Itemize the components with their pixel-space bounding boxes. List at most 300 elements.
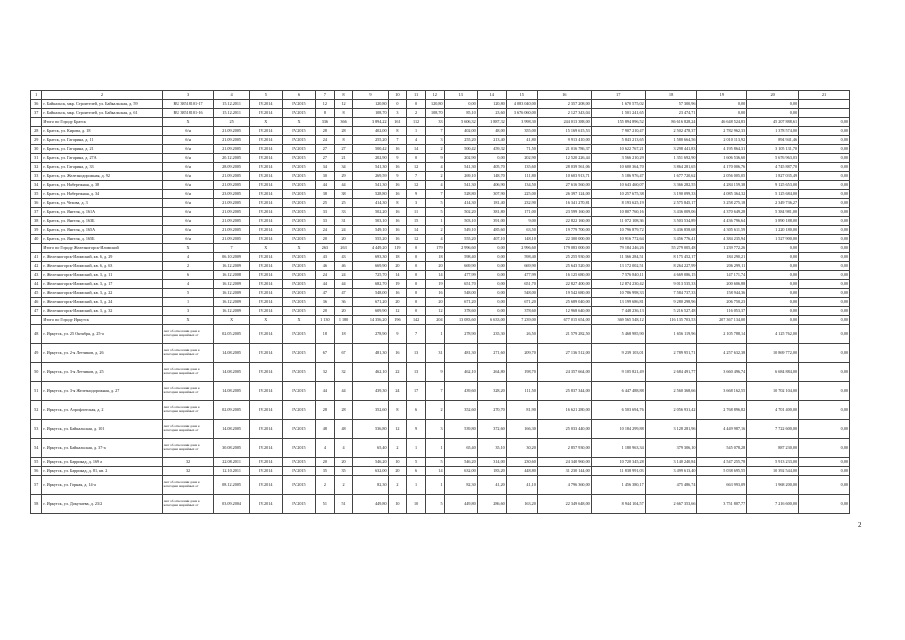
table-cell: 183,20 [477,467,506,476]
table-cell: 7 [425,190,444,199]
table-cell: 81,90 [506,401,537,420]
table-cell: IV.2014 [249,325,282,344]
table-cell: 1 378 574,00 [747,127,799,136]
table-cell: 16.12.2009 [214,262,249,271]
table-cell: 3 566 210,29 [591,154,645,163]
table-cell: 45 207 888,61 [747,118,799,127]
table-cell: IV.2014 [249,181,282,190]
table-cell: IV.2014 [249,109,282,118]
table-cell: 0,00 [799,458,850,467]
table-cell: IV.2014 [249,280,282,289]
table-cell: 14 356,20 [353,316,388,325]
table-cell: 0 [407,262,426,271]
table-cell: 20 [316,458,335,467]
table-cell: 7 239,00 [506,316,537,325]
table-cell: 5 186 976,47 [591,172,645,181]
table-cell: 5 676 963,03 [747,154,799,163]
subtotal-row [31,118,850,127]
table-cell: 21.09.2005 [214,145,249,154]
table-row [31,235,850,244]
table-cell: 271,60 [477,344,506,363]
table-cell: IV.2014 [249,307,282,316]
table-cell: IV.2014 [249,127,282,136]
table-cell: 12 [388,307,407,316]
table-cell: 0,00 [799,382,850,401]
table-cell: 0,00 [799,307,850,316]
table-cell: 20 [334,458,353,467]
table-cell: 3 258 275,18 [697,199,747,208]
table-cell: б/н [162,226,214,235]
column-number-cell: 20 [747,91,799,100]
table-cell: 134,50 [506,181,537,190]
table-cell: 3 660 496,74 [697,363,747,382]
table-cell: 7 448 236,13 [591,307,645,316]
table-cell: 477,99 [444,271,477,280]
table-cell: 439,30 [353,382,388,401]
table-cell: 30,20 [506,439,537,458]
table-cell: 9 013 535,33 [645,280,697,289]
table-cell: X [214,316,249,325]
table-cell: 5 038 695,55 [697,467,747,476]
table-cell: IV.2015 [282,439,315,458]
table-cell: 12 [407,181,426,190]
table-cell: 391,00 [477,217,506,226]
table-cell: Акт об отнесении дома к категории аварийных от [162,420,214,439]
table-cell: 44 [334,382,353,401]
table-cell: 6 447 488,88 [591,382,645,401]
table-cell: г. Иркутск, ул. Байкальская, д. 101 [42,420,162,439]
table-cell: 1 [162,298,214,307]
table-cell: 179 [425,244,444,253]
table-cell: 112 [407,118,426,127]
table-cell: 255,20 [444,136,477,145]
table-cell: 12.10.2011 [214,467,249,476]
table-cell: 32 [31,163,42,172]
table-cell: 4 284 159,38 [697,181,747,190]
table-cell: 3 668 162,55 [697,382,747,401]
column-number-cell: 10 [388,91,407,100]
table-cell: IV.2014 [249,235,282,244]
table-cell: 27 136 512,00 [537,344,591,363]
table-cell: г. Иркутск, ул. 3-я Железнодорожная, д. 27 [42,382,162,401]
table-cell: 43 [31,271,42,280]
table-cell: 65,40 [444,439,477,458]
table-cell: 16 621 280,00 [537,401,591,420]
table-cell: 379 306,10 [645,439,697,458]
page-number: 2 [858,521,862,529]
table-cell: 671,20 [506,298,537,307]
table-cell: IV.2015 [282,154,315,163]
table-cell: 33 [316,217,335,226]
table-cell: 8 [388,199,407,208]
table-cell: IV.2015 [282,226,315,235]
table-cell: 8 193 625,19 [591,199,645,208]
column-number-cell: 14 [477,91,506,100]
table-cell: 352,60 [444,401,477,420]
column-number-cell: 19 [697,91,747,100]
table-cell: 0,00 [799,298,850,307]
table-cell: 16 [388,145,407,154]
column-number-cell: 1 [31,91,42,100]
table-cell: 51 [31,382,42,401]
table-row [31,190,850,199]
table-cell: 2 768 896,82 [697,401,747,420]
table-cell: 27 [316,145,335,154]
table-cell: 16 [425,289,444,298]
table-cell: IV.2015 [282,271,315,280]
table-cell: 0,00 [747,109,799,118]
table-cell: 2 684 491,77 [645,363,697,382]
table-cell: 2 857 930,00 [537,439,591,458]
table-cell: 41,20 [477,476,506,495]
table-cell: 669,90 [506,262,537,271]
table-cell: IV.2014 [249,458,282,467]
table-cell: 116 135 703,53 [645,316,697,325]
table-cell: 31 [334,217,353,226]
table-cell: 148,10 [506,235,537,244]
table-cell: 336 [316,118,335,127]
table-cell: 541,30 [353,181,388,190]
table-cell: 47 [316,289,335,298]
table-cell: 14 [388,271,407,280]
table-cell: 213,40 [477,136,506,145]
table-cell: 4 083 040,00 [506,100,537,109]
table-cell: 16.12.2009 [214,289,249,298]
table-cell: 44 [31,280,42,289]
table-cell: IV.2014 [249,226,282,235]
table-cell: 9,00 [506,217,537,226]
table-cell: 15.12.2011 [214,109,249,118]
table-cell: IV.2015 [282,458,315,467]
table-cell: 13 199 686,81 [591,298,645,307]
table-cell: 38 [316,190,335,199]
table-cell: 1 180 [334,316,353,325]
table-cell: 25 [334,199,353,208]
table-cell: IV.2015 [282,401,315,420]
table-cell: 894 941,46 [747,136,799,145]
table-cell: 1 670 575,02 [591,100,645,109]
table-cell: 9 105 821,49 [591,363,645,382]
table-cell: 111,80 [506,172,537,181]
table-cell: 142 [407,316,426,325]
table-cell: 38 [31,217,42,226]
table-cell: 32 [162,458,214,467]
table-cell: 57 [31,476,42,495]
table-cell: 35 [31,190,42,199]
table-cell: 7 [388,136,407,145]
table-cell: 20 [316,235,335,244]
table-cell: г. Братск, ул. Янгеля, д. 165А [42,226,162,235]
table-cell: 0,00 [477,271,506,280]
table-cell: 1 [407,476,426,495]
table-row [31,363,850,382]
table-cell: IV.2015 [282,298,315,307]
table-cell: 7 [407,172,426,181]
table-cell: 2 560 368,66 [645,382,697,401]
table-cell: 47 [31,307,42,316]
table-cell: 10 600 364,70 [591,163,645,172]
table-cell: 34 [31,181,42,190]
table-cell: 12 [388,420,407,439]
table-cell: 502,20 [353,208,388,217]
table-cell: 255,20 [353,136,388,145]
table-cell: 19 779 700,00 [537,226,591,235]
table-cell: IV.2014 [249,199,282,208]
table-cell: 462,10 [353,363,388,382]
table-cell: 5 [425,199,444,208]
table-cell: IV.2015 [282,253,315,262]
table-cell: 2 [388,439,407,458]
table-cell: 5 384 981,00 [747,208,799,217]
table-cell: 33 [31,172,42,181]
table-cell: IV.2015 [282,100,315,109]
table-cell: 31 [425,344,444,363]
table-cell: 3 190 099,33 [645,190,697,199]
table-cell: 9 [407,190,426,199]
table-cell: 21.09.2005 [214,199,249,208]
table-cell: 4 370 649,28 [697,208,747,217]
table-cell: 28 [316,401,335,420]
table-row [31,458,850,467]
table-cell: 1 [425,217,444,226]
table-cell: 14.08.2005 [214,363,249,382]
table-cell: 632,00 [353,467,388,476]
table-cell: 23,60 [477,109,506,118]
table-cell: IV.2014 [249,253,282,262]
table-cell: 207 367 134,00 [697,316,747,325]
table-cell: 13 [407,344,426,363]
table-cell: 3 436 009,06 [645,208,697,217]
table-cell: 13 172 002,51 [591,262,645,271]
table-cell: 669,90 [444,262,477,271]
table-cell: г. Иркутск, ул. Докучаева, д. 23/2 [42,495,162,514]
table-cell: 24 [316,226,335,235]
table-cell: 25 033 440,00 [537,420,591,439]
table-cell: 1 968 200,00 [747,476,799,495]
table-cell: 4 [316,439,335,458]
table-cell: 12 [407,163,426,172]
table-cell: 2 [162,262,214,271]
table-cell: 3 436 858,68 [645,226,697,235]
table-cell: 30.08.2005 [214,439,249,458]
table-cell: 651,70 [506,280,537,289]
table-cell: 6 503 694,76 [591,401,645,420]
table-cell: 2 056 005,05 [697,172,747,181]
table-row [31,289,850,298]
table-cell: 148,70 [477,172,506,181]
table-row [31,181,850,190]
table-cell: 500,42 [444,145,477,154]
table-cell: 0,00 [747,262,799,271]
table-cell: 14 [425,271,444,280]
table-cell: 4 436 796,64 [697,217,747,226]
table-cell: 503,10 [444,217,477,226]
column-number-cell: 5 [249,91,282,100]
table-cell: 9 [388,172,407,181]
table-cell: 51 [334,495,353,514]
table-cell: 0,00 [799,199,850,208]
table-cell: 27 [334,145,353,154]
table-cell: 4 384 235,94 [697,235,747,244]
table-cell: 372,60 [477,420,506,439]
table-cell: 270,70 [477,401,506,420]
table-cell: 9 [388,154,407,163]
table-cell: 0,00 [697,109,747,118]
table-cell: 352,60 [353,401,388,420]
table-cell: 17 [407,382,426,401]
table-cell: 120,80 [353,100,388,109]
table-cell: 2 357 208,00 [537,100,591,109]
table-cell: 3 503 534,89 [645,217,697,226]
table-cell: 0,00 [747,253,799,262]
table-cell: 24 340 960,00 [537,458,591,467]
table-cell: 52 [31,401,42,420]
table-cell: 10 [388,458,407,467]
table-cell: 2 996,60 [506,244,537,253]
table-cell: 67 [316,344,335,363]
table-cell: 7 216 600,00 [747,495,799,514]
table-cell: 26 397 124,00 [537,190,591,199]
table-cell: 0,00 [477,280,506,289]
table-cell: 179 083 000,00 [537,244,591,253]
table-cell: 28 [334,401,353,420]
table-cell: 14 [425,467,444,476]
table-cell: г. Железногорск-Илимский, кв. 3, д. 24 [42,298,162,307]
table-cell: 541,30 [353,163,388,172]
table-cell: 44 [316,181,335,190]
table-cell: 44 [316,382,335,401]
table-cell: 2 010 113,92 [697,136,747,145]
table-cell: IV.2015 [282,495,315,514]
table-cell: 545 078,28 [697,439,747,458]
table-cell: IV.2015 [282,363,315,382]
table-cell: 6 684 884,00 [747,363,799,382]
table-cell: IV.2015 [282,181,315,190]
table-cell: 4 669 086,15 [645,271,697,280]
table-body [31,91,850,514]
table-cell: 20 [316,307,335,316]
table-cell: 6 633,00 [477,316,506,325]
table-cell: 202,90 [444,154,477,163]
table-cell: 278,90 [353,325,388,344]
table-cell: 24 357 664,00 [537,363,591,382]
table-cell: 555,20 [353,235,388,244]
table-cell: 459,32 [477,145,506,154]
table-cell: IV.2015 [282,172,315,181]
table-cell: 6 [407,467,426,476]
table-cell: 3 998,30 [506,118,537,127]
table-cell: 20 [425,298,444,307]
table-cell: 0 [407,307,426,316]
column-number-cell: 17 [591,91,645,100]
column-number-cell: 15 [506,91,537,100]
table-cell: 651,70 [444,280,477,289]
table-cell: 598,40 [444,253,477,262]
table-cell: 0,00 [477,244,506,253]
table-cell: 4 [425,163,444,172]
table-cell: IV.2014 [249,208,282,217]
table-cell: г. Иркутск, ул. 3-я Летчиков, д. 25 [42,363,162,382]
table-cell: 43 [334,253,353,262]
table-cell: 16 [388,344,407,363]
table-cell: 14.08.2005 [214,382,249,401]
table-cell: 355,00 [506,127,537,136]
table-cell: IV.2015 [282,476,315,495]
table-cell: 11 [407,208,426,217]
table-cell: 135,60 [506,163,537,172]
table-cell: 200 606,88 [697,280,747,289]
table-cell [31,244,42,253]
table-cell: 1 [425,325,444,344]
table-cell: 1 887,32 [477,118,506,127]
table-cell: г. Иркутск, ул. Горная, д. 14-а [42,476,162,495]
table-cell: 5 216 527,48 [645,307,697,316]
table-cell: 35 [334,467,353,476]
table-cell: 16.12.2009 [214,298,249,307]
table-cell: 7 [425,382,444,401]
table-cell: 27 616 560,00 [537,181,591,190]
table-cell: 10 702 104,00 [747,382,799,401]
table-cell: 33 [425,118,444,127]
table-cell: 609,90 [353,307,388,316]
table-cell: г. Железногорск-Илимский, кв. 3, д. 32 [42,307,162,316]
table-cell: 120,80 [477,100,506,109]
table-cell: 0,00 [799,118,850,127]
table-cell: Акт об отнесении дома к категории аварийных от [162,401,214,420]
table-cell: 555,20 [444,235,477,244]
table-cell: г. Братск, ул. Набережная, д. 34 [42,190,162,199]
table-cell: 29 [334,172,353,181]
table-cell: 31 230 144,00 [537,467,591,476]
table-cell: 263 [334,244,353,253]
table-cell: 184 290,21 [697,253,747,262]
table-cell: 36 [31,100,42,109]
table-cell: 0,00 [799,439,850,458]
table-row [31,344,850,363]
table-cell: 5 606,32 [444,118,477,127]
table-cell: 9 [388,325,407,344]
table-cell: 8 175 452,17 [645,253,697,262]
table-cell: 402,00 [444,127,477,136]
table-cell: 548,00 [353,289,388,298]
table-cell: Акт об отнесении дома к категории аварийных от [162,476,214,495]
table-cell: IV.2014 [249,382,282,401]
table-cell: 541,30 [444,163,477,172]
table-cell: 119 [388,244,407,253]
table-cell: 2 [316,476,335,495]
table-cell: 0,00 [799,190,850,199]
table-cell: 632,00 [444,467,477,476]
table-cell: 1 130 [316,316,335,325]
table-cell: 3 456 776,41 [645,235,697,244]
table-cell: г. Братск, ул. Железнодорожная, д. 92 [42,172,162,181]
table-row [31,495,850,514]
table-cell: X [282,316,315,325]
table-cell: 120,80 [425,100,444,109]
table-cell: 5 [425,495,444,514]
table-cell: г. Байкальск, мкр. Строителей, ул. Байкальская, д. 59 [42,100,162,109]
table-cell: 47 [334,289,353,298]
table-cell: б/н [162,235,214,244]
table-cell: 502,20 [444,208,477,217]
table-cell: IV.2014 [249,467,282,476]
table-cell: 541,30 [444,181,477,190]
table-cell: г. Иркутск, ул. Байкальская, д. 37-а [42,439,162,458]
table-cell: 181,40 [477,199,506,208]
table-cell: 0,00 [799,154,850,163]
table-cell: 8 [316,109,335,118]
table-cell: 22.08.2011 [214,458,249,467]
